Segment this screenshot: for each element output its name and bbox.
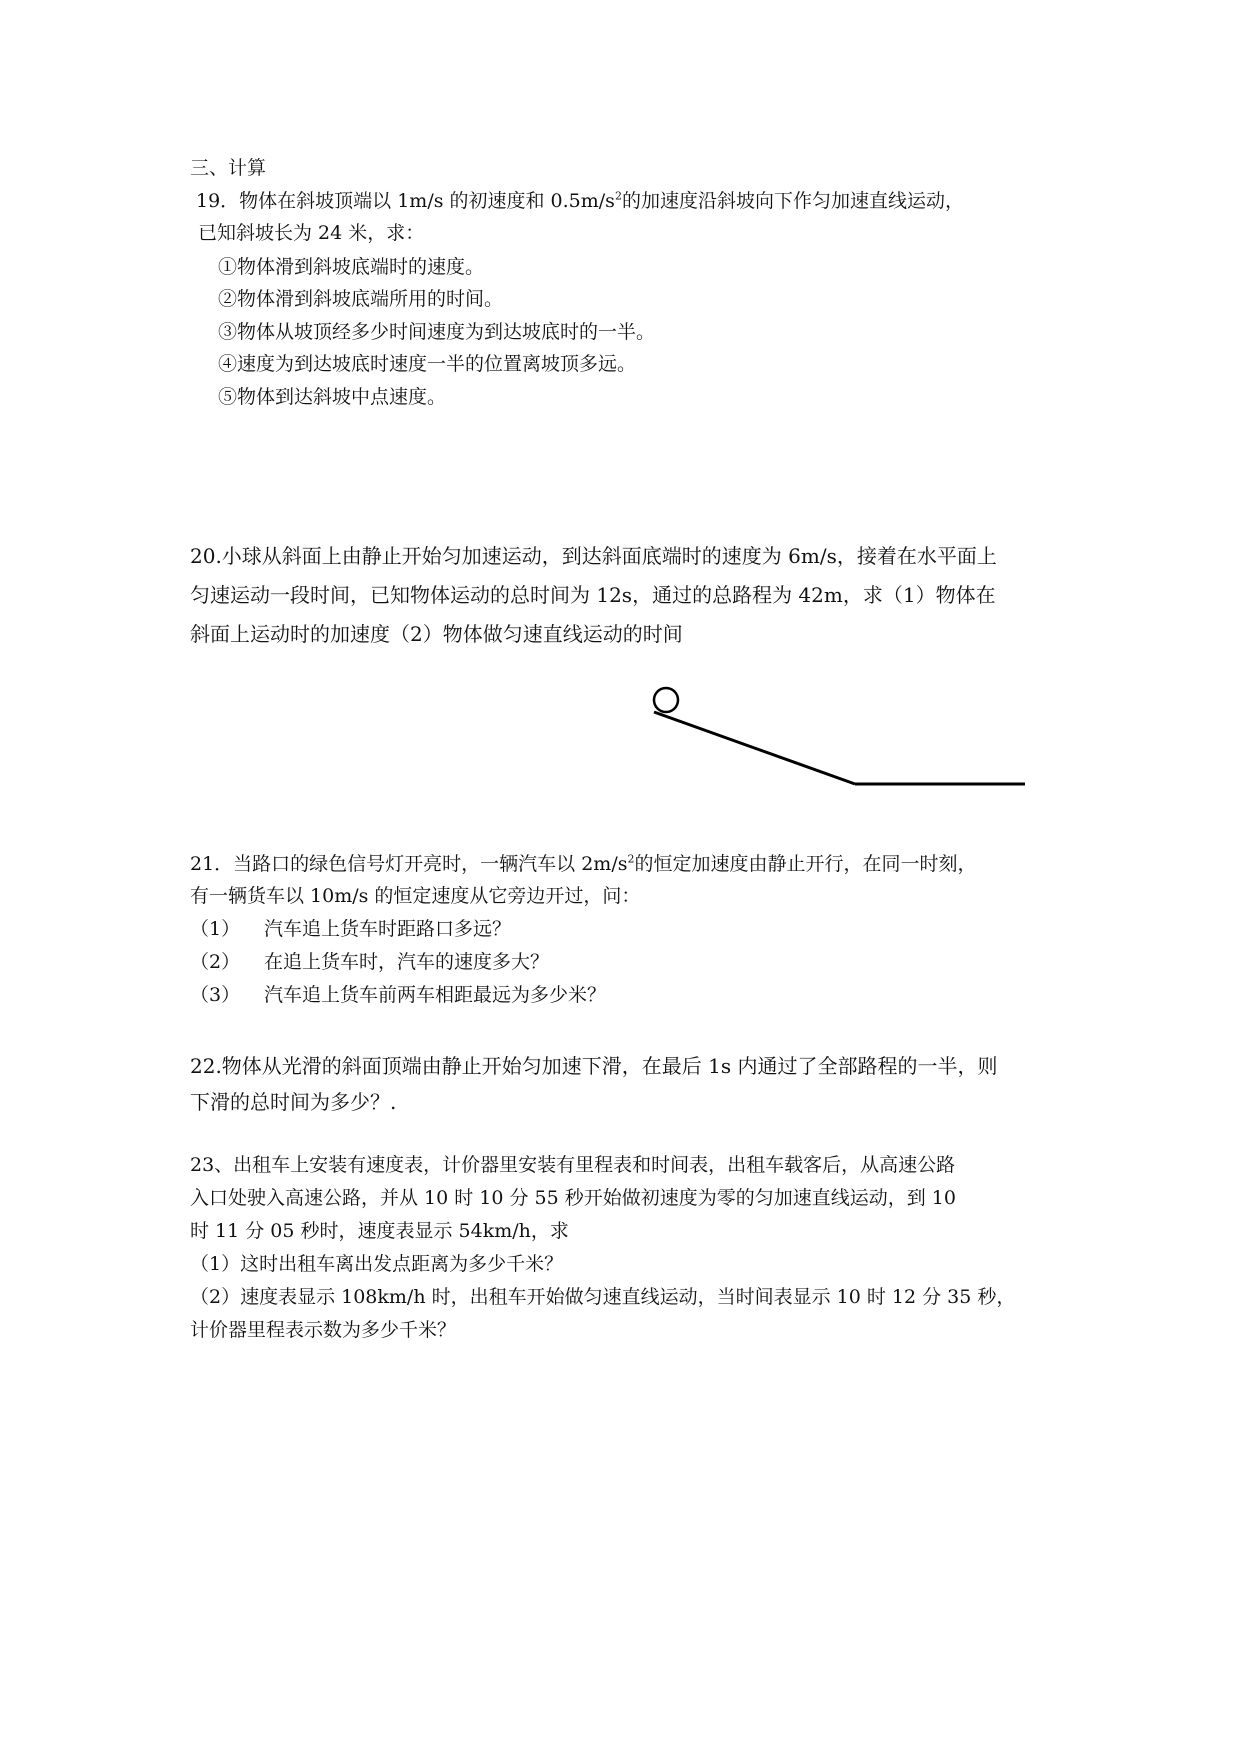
q23-line-2: 入口处驶入高速公路，并从 10 时 10 分 55 秒开始做初速度为零的匀加速直线运动，到 10	[190, 1187, 956, 1209]
q19-item-3: ③物体从坡顶经多少时间速度为到达坡底时的一半。	[218, 321, 656, 343]
q21-line-1-pre: 21．当路口的绿色信号灯开亮时，一辆汽车以 2m/s	[190, 853, 628, 875]
q21-item-3-text: 汽车追上货车前两车相距最远为多少米？	[264, 984, 607, 1006]
q19-item-1: ①物体滑到斜坡底端时的速度。	[218, 256, 485, 278]
q19-line-1-pre: 19．物体在斜坡顶端以 1m/s 的初速度和 0.5m/s	[196, 190, 615, 212]
q20-line-2: 匀速运动一段时间，已知物体运动的总时间为 12s，通过的总路程为 42m，求（1）物体在	[190, 583, 996, 607]
q20-line-1: 20.小球从斜面上由静止开始匀加速运动，到达斜面底端时的速度为 6m/s，接着在水平面上	[190, 544, 997, 568]
q19-item-4: ④速度为到达坡底时速度一半的位置离坡顶多远。	[218, 353, 637, 375]
q19-superscript: 2	[614, 189, 622, 203]
ball-circle	[654, 688, 678, 712]
q21-line-2: 有一辆货车以 10m/s 的恒定速度从它旁边开过，问：	[190, 885, 641, 907]
q23-line-5: （2）速度表显示 108km/h 时，出租车开始做匀速直线运动，当时间表显示 10 时 12 分 35 秒，	[190, 1286, 1016, 1308]
q21-superscript: 2	[627, 852, 635, 866]
q19-item-5: ⑤物体到达斜坡中点速度。	[218, 386, 447, 408]
incline-line	[654, 712, 855, 784]
q22-line-2: 下滑的总时间为多少？.	[190, 1090, 397, 1114]
q19-line-2: 已知斜坡长为 24 米，求：	[198, 222, 425, 244]
q21-line-1	[190, 852, 977, 876]
incline-diagram	[640, 680, 1040, 790]
q23-line-3: 时 11 分 05 秒时，速度表显示 54km/h，求	[190, 1220, 569, 1242]
q19-line-1-post: 的加速度沿斜坡向下作匀加速直线运动，	[621, 190, 964, 212]
q21-item-2-text: 在追上货车时，汽车的速度多大？	[264, 951, 550, 973]
q20-line-3: 斜面上运动时的加速度（2）物体做匀速直线运动的时间	[190, 622, 683, 646]
q21-item-3-number: （3）	[190, 984, 241, 1006]
section-title: 三、计算	[190, 157, 267, 179]
q21-item-1-text: 汽车追上货车时距路口多远？	[264, 918, 512, 940]
q22-line-1: 22.物体从光滑的斜面顶端由静止开始匀加速下滑，在最后 1s 内通过了全部路程的一半，则	[190, 1054, 998, 1078]
q19-item-2: ②物体滑到斜坡底端所用的时间。	[218, 288, 504, 310]
q23-line-6: 计价器里程表示数为多少千米？	[190, 1319, 457, 1341]
q23-line-1: 23、出租车上安装有速度表，计价器里安装有里程表和时间表，出租车载客后，从高速公路	[190, 1154, 956, 1176]
q21-line-1-post: 的恒定加速度由静止开行，在同一时刻，	[634, 853, 977, 875]
q23-line-4: （1）这时出租车离出发点距离为多少千米？	[190, 1253, 564, 1275]
q19-line-1	[196, 189, 964, 213]
q21-item-1-number: （1）	[190, 918, 241, 940]
q21-item-2-number: （2）	[190, 951, 241, 973]
